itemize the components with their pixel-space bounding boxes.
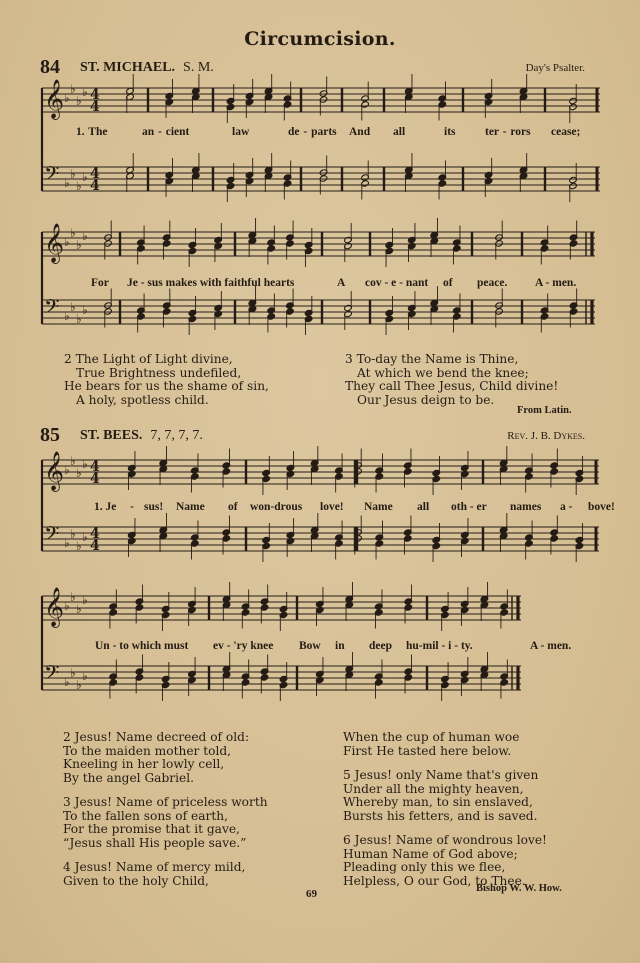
tune-name: ST. BEES. 7, 7, 7, 7. bbox=[80, 428, 203, 443]
verse-6: 6 Jesus! Name of wondrous love! bbox=[343, 833, 547, 847]
text-credit: Bishop W. W. How. bbox=[476, 883, 562, 894]
tune-name: ST. MICHAEL. S. M. bbox=[80, 60, 214, 75]
svg-text:𝄞: 𝄞 bbox=[44, 79, 65, 119]
svg-text:4: 4 bbox=[90, 459, 100, 475]
verse-2: 2 Jesus! Name decreed of old: bbox=[63, 730, 250, 744]
svg-text:4: 4 bbox=[90, 526, 100, 542]
svg-text:𝄞: 𝄞 bbox=[44, 587, 65, 627]
meter: S. M. bbox=[183, 60, 214, 75]
svg-text:♭: ♭ bbox=[76, 466, 82, 480]
svg-text:♭: ♭ bbox=[70, 300, 76, 314]
verse-3: 3 To-day the Name is Thine, At which we bend the knee; They call Thee Jesus, Child divine! Our Jesus deign to be. bbox=[345, 352, 559, 407]
svg-text:♭: ♭ bbox=[70, 527, 76, 541]
verse-2: 2 The Light of Light divine, True Brightness undefiled, He bears for us the shame of sin, A holy, spotless child. bbox=[64, 352, 269, 407]
svg-text:♭: ♭ bbox=[64, 309, 70, 323]
svg-text:4: 4 bbox=[90, 99, 100, 115]
verse-4: 4 Jesus! Name of mercy mild, bbox=[63, 860, 246, 874]
page-number: 69 bbox=[306, 888, 317, 900]
svg-text:𝄞: 𝄞 bbox=[44, 223, 65, 263]
svg-text:♭: ♭ bbox=[64, 536, 70, 550]
svg-text:♭: ♭ bbox=[70, 226, 76, 240]
svg-text:♭: ♭ bbox=[70, 590, 76, 604]
svg-text:♭: ♭ bbox=[82, 457, 88, 471]
svg-text:♭: ♭ bbox=[76, 179, 82, 193]
svg-text:𝄢: 𝄢 bbox=[44, 295, 60, 323]
svg-text:4: 4 bbox=[90, 166, 100, 182]
meter: 7, 7, 7, 7. bbox=[150, 428, 203, 443]
svg-text:♭: ♭ bbox=[82, 593, 88, 607]
svg-text:4: 4 bbox=[90, 538, 100, 554]
svg-text:♭: ♭ bbox=[82, 229, 88, 243]
svg-text:4: 4 bbox=[90, 471, 100, 487]
hymn-number: 84 bbox=[40, 56, 60, 78]
svg-text:4: 4 bbox=[90, 87, 100, 103]
svg-text:𝄢: 𝄢 bbox=[44, 162, 60, 190]
svg-text:♭: ♭ bbox=[70, 454, 76, 468]
svg-text:♭: ♭ bbox=[82, 530, 88, 544]
svg-text:♭: ♭ bbox=[64, 91, 70, 105]
svg-text:𝄞: 𝄞 bbox=[44, 451, 65, 491]
svg-text:♭: ♭ bbox=[64, 235, 70, 249]
tune-source: Day's Psalter. bbox=[525, 62, 585, 74]
text-credit: From Latin. bbox=[517, 405, 572, 416]
svg-text:♭: ♭ bbox=[82, 85, 88, 99]
svg-text:♭: ♭ bbox=[82, 669, 88, 683]
svg-text:♭: ♭ bbox=[64, 463, 70, 477]
svg-text:♭: ♭ bbox=[70, 82, 76, 96]
verse-5: 5 Jesus! only Name that's given bbox=[343, 768, 539, 782]
svg-text:𝄢: 𝄢 bbox=[44, 522, 60, 550]
hymn-number: 85 bbox=[40, 424, 60, 446]
svg-text:♭: ♭ bbox=[64, 599, 70, 613]
svg-text:4: 4 bbox=[90, 178, 100, 194]
verses-left-column: 2 Jesus! Name decreed of old: To the maiden mother told, Kneeling in her lowly cell, By the angel Gabriel. 3 Jesus! Name of priceless worth To the fallen sons of earth, For the promise that it gave, “Jesus shall His people save.” 4 Jesus! Name of mercy mild, Given to the holy Child, bbox=[63, 730, 268, 888]
svg-text:♭: ♭ bbox=[76, 539, 82, 553]
svg-text:♭: ♭ bbox=[76, 678, 82, 692]
svg-text:♭: ♭ bbox=[76, 94, 82, 108]
section-title: Circumcision. bbox=[244, 28, 396, 50]
svg-text:♭: ♭ bbox=[82, 303, 88, 317]
svg-text:♭: ♭ bbox=[64, 176, 70, 190]
svg-text:♭: ♭ bbox=[64, 675, 70, 689]
svg-text:𝄢: 𝄢 bbox=[44, 661, 60, 689]
verse-3: 3 Jesus! Name of priceless worth bbox=[63, 795, 268, 809]
svg-text:♭: ♭ bbox=[70, 666, 76, 680]
svg-text:♭: ♭ bbox=[76, 312, 82, 326]
svg-text:♭: ♭ bbox=[82, 170, 88, 184]
svg-text:♭: ♭ bbox=[76, 602, 82, 616]
verses-right-column: When the cup of human woe First He tasted here below. 5 Jesus! only Name that's given Under all the mighty heaven, Whereby man, to sin enslaved, Bursts his fetters, and is saved. 6 Jesus! Name of wondrous love! Human Name of God above; Pleading only this we flee, Helpless, O our God, to Thee. bbox=[343, 730, 547, 888]
svg-text:♭: ♭ bbox=[76, 238, 82, 252]
tune-source: Rev. J. B. Dykes. bbox=[507, 430, 585, 442]
svg-text:♭: ♭ bbox=[70, 167, 76, 181]
